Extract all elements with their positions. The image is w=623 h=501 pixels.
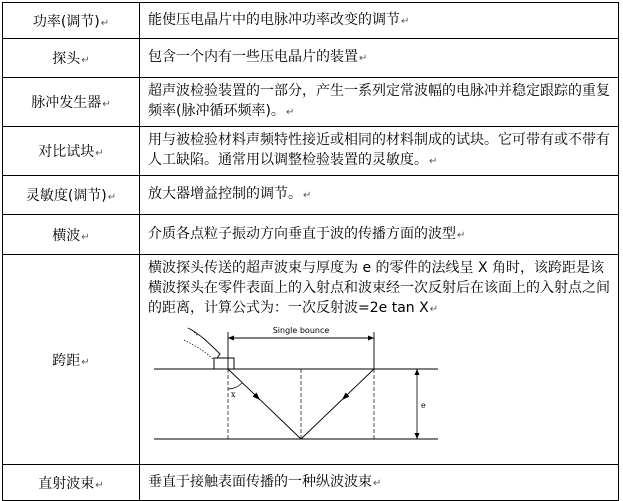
paragraph-mark-icon: ↵ [95,148,104,159]
paragraph-mark-icon: ↵ [457,229,466,241]
term-text: 功率(调节) [32,13,100,30]
thickness-arrow-bottom-icon [415,433,420,439]
term-text: 跨距 [52,352,81,369]
definition-cell [140,127,619,176]
table-row [3,176,619,215]
term-text: 探头 [52,51,81,67]
term-cell [3,39,140,78]
table-row [3,127,619,176]
table-row [3,3,619,39]
paragraph-mark-icon: ↵ [81,231,90,243]
paragraph-mark-icon: ↵ [373,477,382,489]
single-bounce-diagram [148,322,468,450]
paragraph-mark-icon: ↵ [102,99,111,110]
term-cell [3,3,140,39]
span-arrow-right-icon [368,336,374,341]
angle-label: x [231,390,236,399]
term-text: 对比试块 [38,144,95,160]
definition-text: 垂直于接触表面传播的一种纵波波束 [148,473,372,490]
definition-cell [140,176,619,215]
definition-cell [140,465,619,501]
table-row [3,255,619,465]
paragraph-mark-icon: ↵ [303,190,312,201]
definition-cell [140,3,619,39]
term-text: 直射波束 [38,475,95,492]
thickness-label: e [421,401,426,410]
definition-cell [140,78,619,127]
paragraph-mark-icon: ↵ [285,107,295,118]
definition-text: 介质各点粒子振动方向垂直于波的传播方面的波型 [148,225,456,242]
probe-icon [214,358,234,369]
term-text: 横波 [52,227,81,244]
paragraph-mark-icon: ↵ [401,15,410,27]
definition-cell [140,39,619,78]
glossary-table [2,2,619,501]
definition-text: 用与被检验材料声频特性接近或相同的材料制成的试块。它可带有或不带有人工缺陷。通常用以调整检验装置的灵敏度。 [148,132,610,168]
term-cell [3,465,140,501]
paragraph-mark-icon: ↵ [359,53,368,64]
paragraph-mark-icon: ↵ [100,17,110,29]
term-text: 灵敏度(调节) [25,188,107,204]
beam-down-path [228,369,301,439]
term-cell [3,215,140,255]
definition-text: 放大器增益控制的调节。 [148,186,302,202]
angle-arc [228,383,242,389]
table-row [3,78,619,127]
table-row [3,215,619,255]
definition-text: 能使压电晶片中的电脉冲功率改变的调节 [148,11,400,28]
paragraph-mark-icon: ↵ [107,192,117,203]
table-row [3,465,619,501]
paragraph-mark-icon: ↵ [429,156,438,167]
definition-text: 横波探头传送的超声波束与厚度为 e 的零件的法线呈 X 角时，该跨距是该横波探头在零件表面上的入射点和波束经一次反射后在该面上的入射点之间的距离，计算公式为：一次反射波=2e tan X [148,260,610,316]
paragraph-mark-icon: ↵ [95,479,104,491]
span-arrow-left-icon [228,336,234,341]
term-cell [3,176,140,215]
definition-text: 包含一个内有一些压电晶片的装置 [148,49,358,65]
term-text: 脉冲发生器 [31,95,102,111]
paragraph-mark-icon: ↵ [81,55,90,66]
definition-text: 超声波检验装置的一部分，产生一系列定常波幅的电脉冲并稳定跟踪的重复频率(脉冲循环频率)。 [148,83,610,119]
bounce-label: Single bounce [272,326,330,335]
beam-up-path [301,369,374,439]
paragraph-mark-icon: ↵ [429,304,439,315]
term-cell [3,78,140,127]
paragraph-mark-icon: ↵ [81,356,90,368]
definition-cell [140,215,619,255]
term-cell [3,127,140,176]
table-row [3,39,619,78]
term-cell [3,255,140,465]
thickness-arrow-top-icon [415,369,420,375]
definition-cell [140,255,619,465]
